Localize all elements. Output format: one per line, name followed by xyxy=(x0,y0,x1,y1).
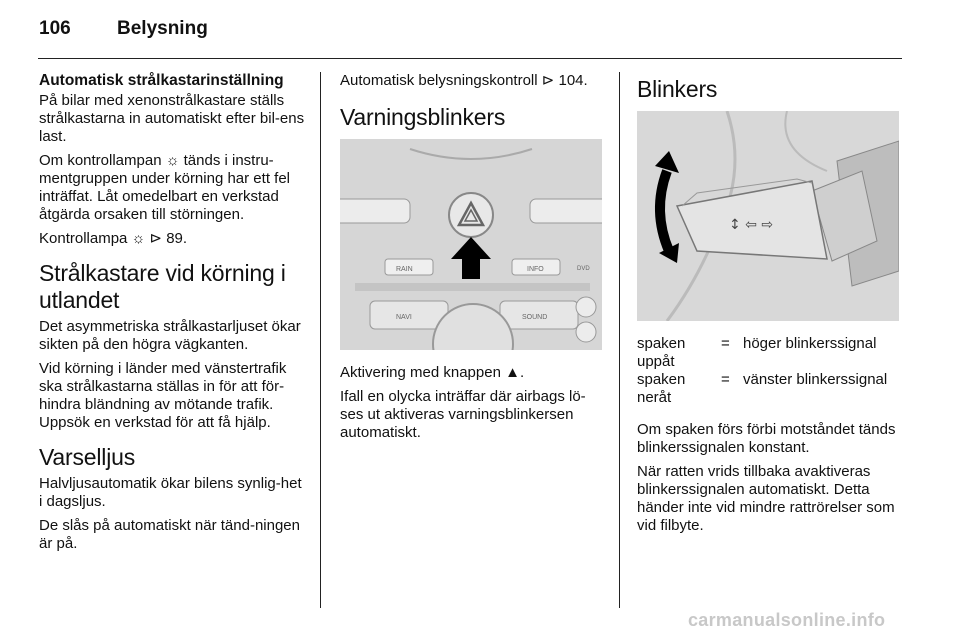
paragraph: När ratten vrids tillbaka avaktiveras blinkerssignalen automatiskt. Detta händer inte vid mindre rattrörelser som vid filbyte. xyxy=(637,463,895,534)
hazard-illustration xyxy=(340,139,602,350)
sound-label: SOUND xyxy=(522,314,548,321)
paragraph: De slås på automatiskt när tänd-ningen är på. xyxy=(39,517,300,552)
key-cell: spaken neråt xyxy=(637,371,686,406)
svg-text:↕ ⇦ ⇨: ↕ ⇦ ⇨ xyxy=(729,217,774,233)
value-cell: höger blinkerssignal xyxy=(743,335,877,352)
heading-hazard: Varningsblinkers xyxy=(340,104,506,130)
info-label: INFO xyxy=(527,266,544,273)
rain-label: RAIN xyxy=(396,266,413,273)
paragraph: Ifall en olycka inträffar där airbags lö-ses ut aktiveras varningsblinkersen automatiskt. xyxy=(340,388,586,441)
column-2 xyxy=(340,72,605,448)
turn-lever-illustration xyxy=(637,111,899,321)
dvd-label: DVD xyxy=(577,266,590,272)
column-divider-2 xyxy=(619,72,620,608)
paragraph: Om spaken förs förbi motståndet tänds blinkerssignalen konstant. xyxy=(637,421,896,456)
eq-cell: = xyxy=(721,335,730,352)
paragraph: Vid körning i länder med vänstertrafik ska strålkastarna ställas in för att för-hindra bländning av mötande trafik. Uppsök en verkstad för att få hjälp. xyxy=(39,360,287,431)
heading-auto-leveling: Automatisk strålkastarinställning xyxy=(39,72,284,89)
paragraph: Om kontrollampan ☼ tänds i instru-mentgruppen under körning har ett fel inträffat. Låt omedelbart en verkstad åtgärda orsaken till störningen. xyxy=(39,152,290,223)
signal-table xyxy=(637,335,905,407)
column-divider-1 xyxy=(320,72,321,608)
page-title: Belysning xyxy=(117,18,208,39)
table-row xyxy=(637,371,905,407)
key-cell: spaken uppåt xyxy=(637,335,686,370)
paragraph: Aktivering med knappen ▲. xyxy=(340,364,525,381)
column-1 xyxy=(39,72,307,559)
page-number: 106 xyxy=(39,18,71,39)
paragraph: Kontrollampa ☼ ⊳ 89. xyxy=(39,230,188,247)
paragraph: Det asymmetriska strålkastarljuset ökar sikten på den högra vägkanten. xyxy=(39,318,301,353)
watermark: carmanualsonline.info xyxy=(688,610,886,630)
paragraph: På bilar med xenonstrålkastare ställs strålkastarna in automatiskt efter bil-ens last. xyxy=(39,92,305,145)
value-cell: vänster blinkerssignal xyxy=(743,371,888,388)
heading-drl: Varselljus xyxy=(39,444,135,470)
heading-turn-signal: Blinkers xyxy=(637,76,718,102)
header-rule xyxy=(38,58,902,59)
turn-signal-photo xyxy=(637,111,899,321)
eq-cell: = xyxy=(721,371,730,388)
column-3 xyxy=(637,72,905,541)
nav-label: NAVI xyxy=(396,314,412,321)
cross-reference: Automatisk belysningskontroll ⊳ 104. xyxy=(340,72,588,89)
heading-abroad: Strålkastare vid körning i utlandet xyxy=(39,260,286,313)
hazard-button-photo xyxy=(340,139,602,350)
table-row xyxy=(637,335,905,371)
paragraph: Halvljusautomatik ökar bilens synlig-het i dagsljus. xyxy=(39,475,302,510)
